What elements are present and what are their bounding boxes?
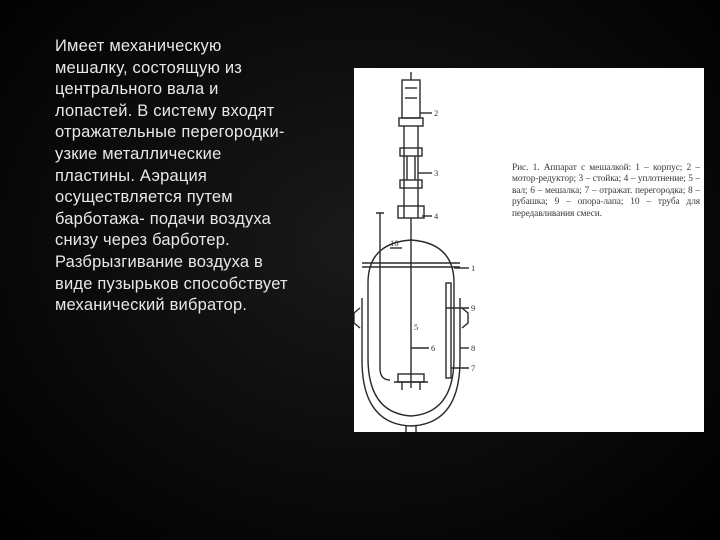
label-3: 3 (434, 168, 439, 178)
label-2: 2 (434, 108, 439, 118)
label-7: 7 (471, 363, 476, 373)
support-lug (354, 308, 360, 328)
dip-pipe (376, 213, 390, 380)
label-6: 6 (431, 343, 436, 353)
label-10: 10 (390, 238, 399, 248)
motor-reducer (402, 80, 420, 118)
label-8: 8 (471, 343, 476, 353)
label-4: 4 (434, 211, 439, 221)
baffle (446, 283, 451, 378)
body-text: Имеет механическую мешалку, состоящую из центрального вала и лопастей. В систему входят отражательные перегородки- узкие металлические пластины. Аэрация осуществляется путем барботажа- подачи воздуха снизу через барботер. Разбрызгивание воздуха в виде пузырьков способствует механический вибратор. (55, 37, 288, 315)
label-5: 5 (414, 322, 419, 332)
apparatus-drawing (354, 68, 704, 432)
label-1: 1 (471, 263, 476, 273)
figure-caption: Рис. 1. Аппарат с мешалкой: 1 – корпус; 2 – мотор-редуктор; 3 – стойка; 4 – уплотнение; 5 – вал; 6 – мешалка; 7 – отражат. перегородка; 8 – рубашка; 9 – опора-лапа; 10 – труба для передавливания смеси. (512, 163, 700, 219)
apparatus-figure (354, 68, 704, 432)
label-9: 9 (471, 303, 476, 313)
support-stand (398, 126, 424, 218)
